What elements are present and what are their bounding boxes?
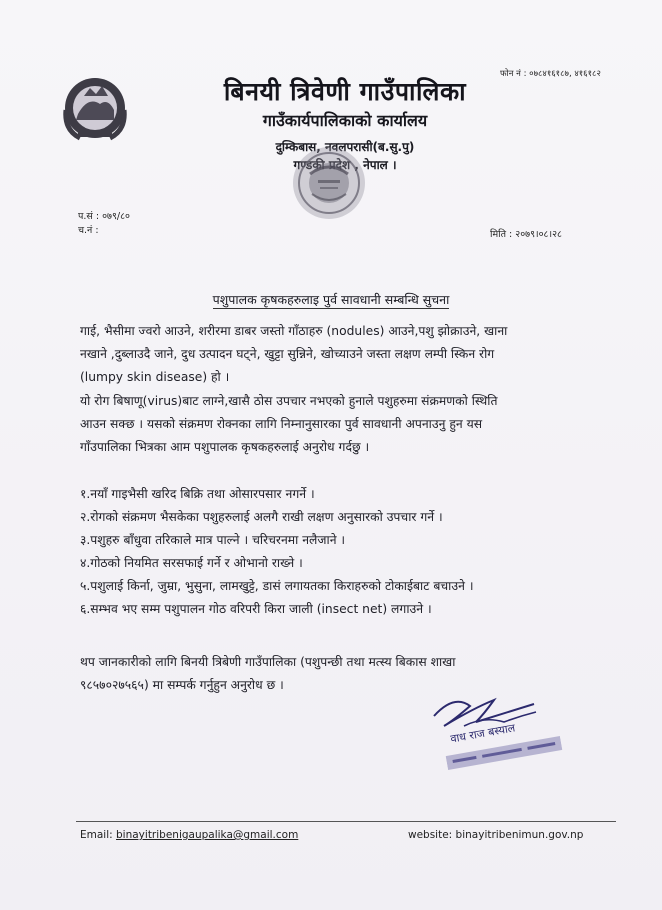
paragraph-line: (lumpy skin disease) हो । [80, 370, 230, 384]
paragraph-line: आउन सक्छ । यसको संक्रमण रोक्नका लागि निम्नानुसारका पुर्व सावधानी अपनाउनु हुन यस [80, 417, 483, 431]
dispatch-number: च.नं : [78, 225, 99, 236]
footer-email [80, 829, 298, 841]
list-item: ४.गोठको नियमित सरसफाई गर्ने र ओभानो राख्ने । [80, 556, 303, 570]
nepal-emblem-icon [56, 70, 134, 144]
list-item: ६.सम्भव भए सम्म पशुपालन गोठ वरिपरी किरा जाली (insect net) लगाउने । [80, 602, 432, 616]
office-region: गण्डकी प्रदेश , नेपाल । [293, 158, 397, 172]
footer-divider [76, 821, 616, 822]
paragraph-symptoms [80, 320, 560, 389]
list-item: १.नयाँ गाइभैसी खरिद बिक्रि तथा ओसारपसार नगर्ने । [80, 487, 315, 501]
paragraph-cause [80, 390, 560, 459]
email-link[interactable]: binayitribenigaupalika@gmail.com [116, 829, 299, 841]
footer-website[interactable]: website: binayitribenimun.gov.np [408, 829, 584, 841]
paragraph-line: नखाने ,दुब्लाउदै जाने, दुध उत्पादन घट्ने, खुट्टा सुन्निने, खोच्याउने जस्ता लक्षण लम्पी स्किन रोग [80, 347, 495, 361]
letter-subject [0, 291, 662, 308]
list-item: ३.पशुहरु बाँधुवा तरिकाले मात्र पाल्ने । चरिचरनमा नलैजाने । [80, 533, 346, 547]
phone-number: फोन नं : ०७८४१६१८७, ४१६१८२ [500, 69, 601, 79]
list-item: ५.पशुलाई किर्ना, जुम्रा, भुसुना, लामखुट्टे, डासं लगायतका किराहरुको टोकाईबाट बचाउने । [80, 579, 474, 593]
paragraph-line: थप जानकारीको लागि बिनयी त्रिबेणी गाउँपालिका (पशुपन्छी तथा मत्स्य बिकास शाखा [80, 655, 456, 669]
subject-text: पशुपालक कृषकहरुलाइ पुर्व सावधानी सम्बन्धि सुचना [212, 292, 450, 307]
office-name: गाउँकार्यपालिकाको कार्यालय [262, 111, 428, 130]
reference-block [78, 210, 130, 238]
office-address: दुम्किबास, नवलपरासी(ब.सु.पु) [275, 140, 415, 154]
list-item: २.रोगको संक्रमण भैसकेका पशुहरुलाई अलगै राखी लक्षण अनुसारको उपचार गर्ने । [80, 510, 443, 524]
precaution-list [80, 483, 560, 621]
paragraph-line: गाई, भैसीमा ज्वरो आउने, शरीरमा डाबर जस्तो गाँठाहरु (nodules) आउने,पशु झोक्राउने, खाना [80, 324, 508, 338]
office-seal-stamp [288, 142, 370, 224]
paragraph-line: यो रोग बिषाणू(virus)बाट लाग्ने,खासै ठोस उपचार नभएको हुनाले पशुहरुमा संक्रमणको स्थिति [80, 394, 498, 408]
paragraph-line: गाँउपालिका भित्रका आम पशुपालक कृषकहरुलाई अनुरोध गर्दछु । [80, 440, 370, 454]
paragraph-line: ९८५७०२७५६५) मा सम्पर्क गर्नुहुन अनुरोध छ । [80, 678, 284, 692]
municipality-name: बिनयी त्रिवेणी गाउँपालिका [223, 77, 467, 106]
letter-number: प.सं : ०७९/८० [78, 211, 130, 222]
letter-date: मिति : २०७९।०८।२८ [490, 229, 562, 240]
email-label: Email: [80, 829, 117, 841]
signatory-name: वाध राज बस्याल [449, 721, 517, 746]
